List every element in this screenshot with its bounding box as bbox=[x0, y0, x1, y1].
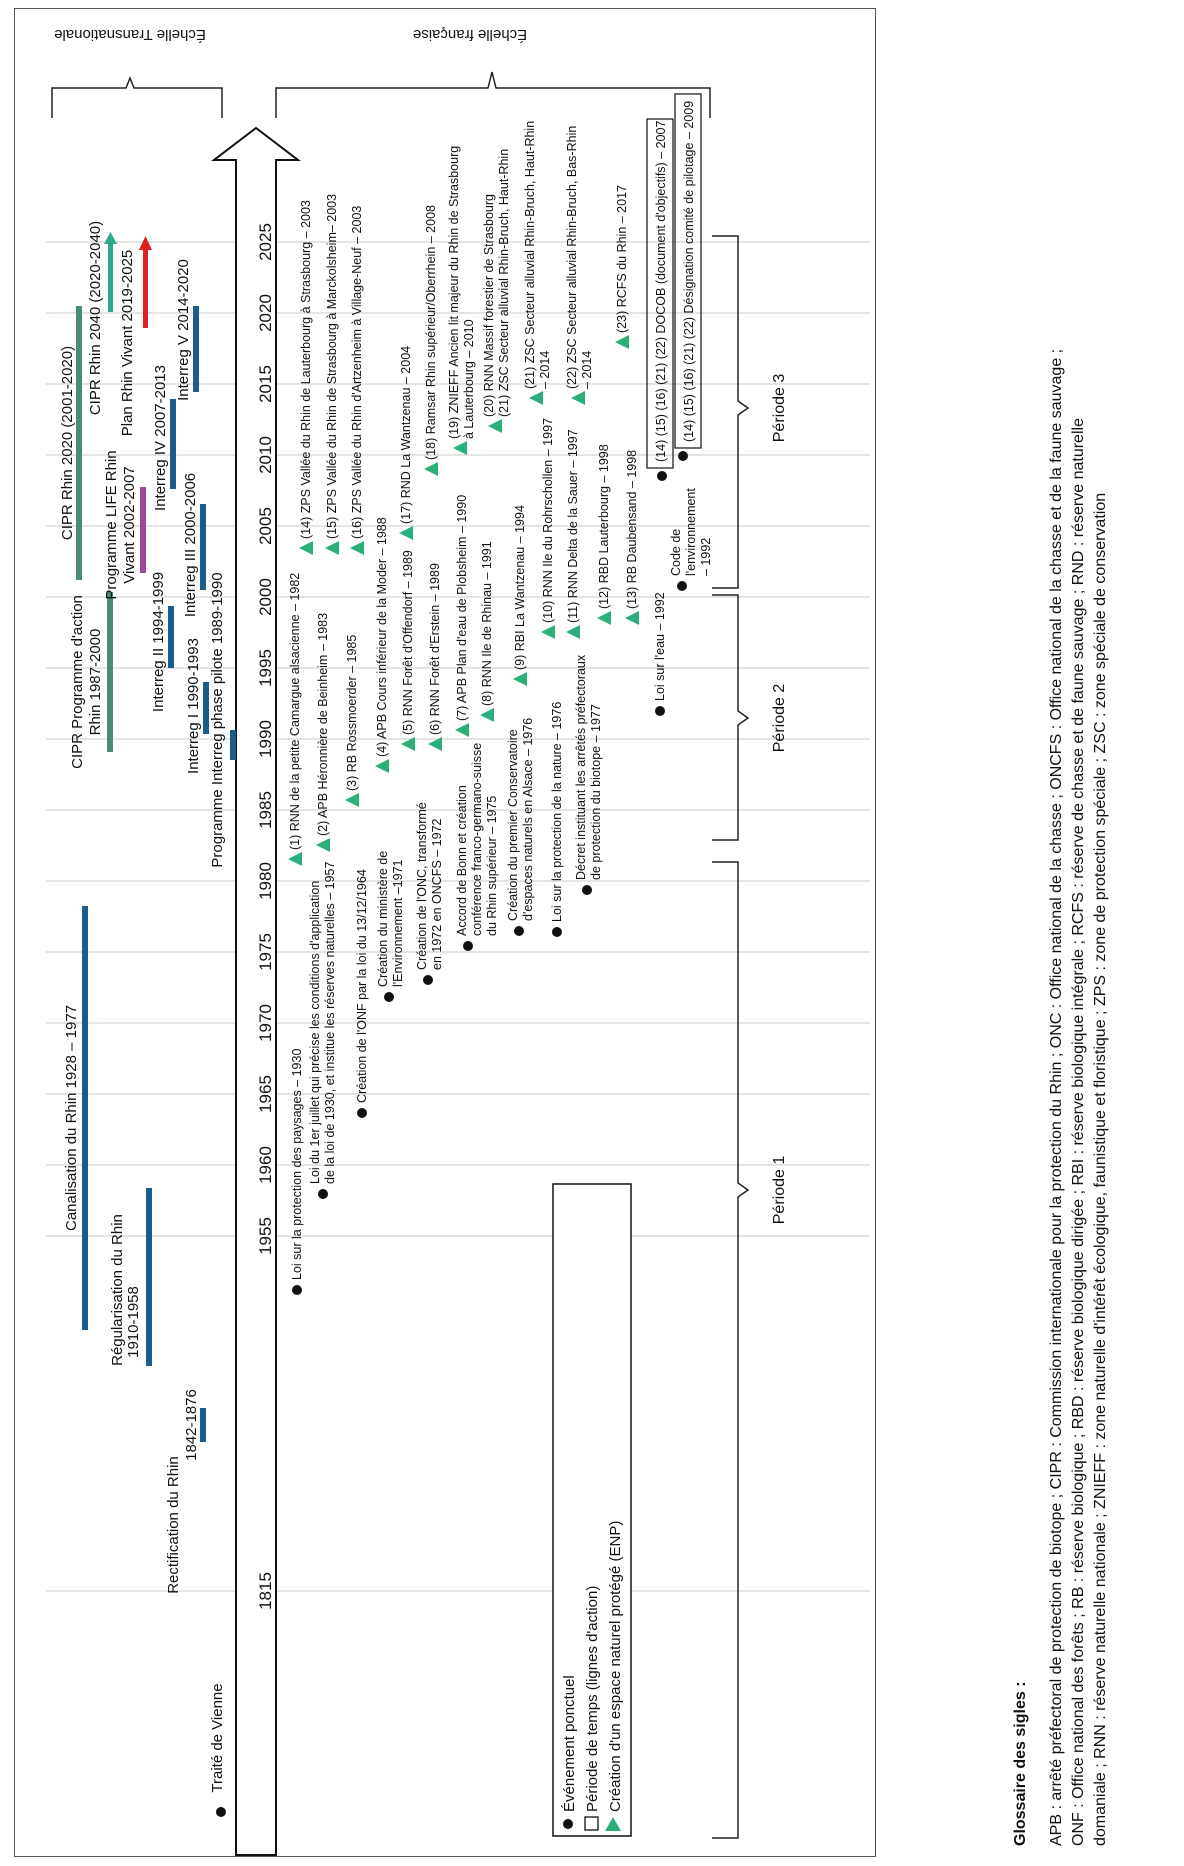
enp-event: (4) APB Cours inférieur de la Moder – 1988 bbox=[375, 517, 389, 757]
dot-event: Loi sur la protection de la nature – 1976 bbox=[550, 701, 564, 922]
bar-label: Programme LIFE Rhin bbox=[103, 450, 120, 600]
year-label: 1975 bbox=[256, 933, 275, 971]
enp-event: à Lauterbourg – 2010 bbox=[462, 319, 476, 439]
legend-box-icon bbox=[585, 1817, 598, 1830]
bar-label: Plan Rhin Vivant 2019-2025 bbox=[119, 249, 136, 437]
dot-event: Création du premier Conservatoire bbox=[506, 729, 520, 921]
dot-event: Loi sur l'eau – 1992 bbox=[653, 592, 667, 701]
enp-event: (22) ZSC Secteur alluvial Rhin-Bruch, Bas-Rhin bbox=[565, 125, 579, 389]
glossary-line: APB : arrêté préfectoral de protection de biotope ; CIPR : Commission internationale pour la protection du Rhin ; ONC : Office national de la chasse ; ONCFS : Office national de la chasse et de la faune sauvage ; bbox=[1048, 348, 1065, 1846]
enp-event: (17) RND La Wantzenau – 2004 bbox=[399, 345, 413, 524]
bar-label: Interreg IV 2007-2013 bbox=[152, 365, 169, 511]
bar-interreg-pilote bbox=[230, 730, 236, 760]
dot-event: Loi sur la protection des paysages – 1930 bbox=[290, 1048, 304, 1280]
bar-rectification bbox=[200, 1408, 206, 1442]
arrow-head-plan-rhin-vivant bbox=[139, 236, 152, 250]
bar-label: Interreg I 1990-1993 bbox=[185, 638, 202, 774]
year-label: 2010 bbox=[256, 436, 275, 474]
dot-event: de protection du biotope – 1977 bbox=[589, 704, 603, 880]
period-braces bbox=[712, 236, 788, 1838]
dot-traite-vienne bbox=[216, 1807, 226, 1817]
enp-event: (19) ZNIEFF Ancien lit majeur du Rhin de Strasbourg bbox=[447, 145, 461, 439]
dot-event: du Rhin supérieur – 1975 bbox=[485, 795, 499, 936]
year-label: 1955 bbox=[256, 1217, 275, 1255]
enp-event: (9) RBI La Wantzenau – 1994 bbox=[513, 505, 527, 670]
enp-event: – 2014 bbox=[538, 350, 552, 389]
scale-headers bbox=[52, 26, 710, 118]
dot-event: de la loi de 1930, et institue les réserves naturelles – 1957 bbox=[323, 861, 337, 1184]
legend-item: Création d'un espace naturel protégé (ENP) bbox=[607, 1520, 624, 1812]
bar-label: 1842-1876 bbox=[183, 1389, 200, 1461]
year-label: 2015 bbox=[256, 365, 275, 403]
enp-event: – 2014 bbox=[580, 350, 594, 389]
bar-cipr-2020 bbox=[76, 306, 82, 580]
enp-event: (5) RNN Forêt d'Offendorf – 1989 bbox=[401, 550, 415, 735]
enp-event: (16) ZPS Vallée du Rhin d'Artzenheim à Village-Neuf – 2003 bbox=[350, 205, 364, 539]
bar-label: Interreg III 2000-2006 bbox=[182, 472, 199, 618]
enp-event: (20) RNN Massif forestier de Strasbourg bbox=[482, 194, 496, 417]
enp-event: (1) RNN de la petite Camargue alsacienne – 1982 bbox=[288, 572, 302, 850]
enp-event: (3) RB Rossmoerder – 1985 bbox=[345, 634, 359, 791]
glossary-line: domaniale ; RNN : réserve naturelle nationale ; ZNIEFF : zone naturelle d'intérêt écologique, faunistique et floristique ; ZPS : zone de protection spéciale ; ZSC : zone spéciale de conservation bbox=[1092, 492, 1109, 1846]
glossary-line: ONF : Office national des forêts ; RB : réserve biologique ; RBD : réserve biologique dirigée ; RBI : réserve biologique intégrale ; RCFS : réserve de chasse et de faune sauvage ; RND : réserve naturelle bbox=[1070, 418, 1087, 1846]
dot-event: (14) (15) (16) (21) (22) DOCOB (document d'objectifs) – 2007 bbox=[654, 120, 668, 462]
bar-interreg-5 bbox=[193, 306, 199, 392]
dot-event: – 1992 bbox=[699, 537, 713, 576]
enp-event: (12) RBD Lauterbourg – 1998 bbox=[597, 444, 611, 609]
enp-event: (18) Ramsar Rhin supérieur/Oberrhein – 2008 bbox=[424, 205, 438, 460]
bar-label: Rectification du Rhin bbox=[165, 1456, 182, 1594]
dot-event: l'environnement bbox=[684, 488, 698, 576]
bar-cipr-2040 bbox=[108, 240, 113, 312]
dot-event: (14) (15) (16) (21) (22) Désignation comité de pilotage – 2009 bbox=[682, 100, 696, 442]
bar-cipr-programme bbox=[107, 592, 113, 752]
year-label: 1970 bbox=[256, 1004, 275, 1042]
enp-event: (21) ZSC Secteur alluvial Rhin-Bruch, Haut-Rhin bbox=[497, 148, 511, 417]
bar-interreg-2 bbox=[168, 606, 174, 668]
dot-event: conférence franco-germano-suisse bbox=[470, 742, 484, 936]
legend-item: Période de temps (lignes d'action) bbox=[584, 1585, 601, 1812]
year-label: 1815 bbox=[256, 1572, 275, 1610]
bar-life-rhin bbox=[140, 487, 146, 573]
enp-event: (11) RNN Delta de la Sauer – 1997 bbox=[566, 429, 580, 623]
bar-label: CIPR Programme d'action bbox=[69, 595, 86, 769]
year-label: 2005 bbox=[256, 507, 275, 545]
scale-transnational: Échelle Transnationale bbox=[54, 26, 206, 43]
bar-label: Rhin 1987-2000 bbox=[87, 628, 104, 736]
bar-label: Régularisation du Rhin bbox=[109, 1214, 126, 1366]
dot-event: Création de l'ONC, transformé bbox=[415, 802, 429, 970]
bar-plan-rhin-vivant bbox=[143, 248, 148, 328]
enp-event: (10) RNN Ile du Rohrschollen – 1997 bbox=[541, 418, 555, 623]
dot-event: en 1972 en ONCFS – 1972 bbox=[430, 818, 444, 970]
arrow-head-cipr-2040 bbox=[104, 232, 117, 244]
year-label: 1960 bbox=[256, 1146, 275, 1184]
enp-event: (6) RNN Forêt d'Erstein – 1989 bbox=[428, 563, 442, 735]
bar-regularisation bbox=[146, 1188, 152, 1366]
glossary bbox=[1010, 0, 1112, 1846]
year-label: 2000 bbox=[256, 578, 275, 616]
year-label: 2025 bbox=[256, 223, 275, 261]
enp-event: (13) RB Daubensand – 1998 bbox=[625, 449, 639, 609]
legend bbox=[553, 1184, 631, 1836]
bar-interreg-3 bbox=[200, 504, 206, 590]
dot-event: l'Environnement –1971 bbox=[391, 859, 405, 987]
year-label: 1990 bbox=[256, 720, 275, 758]
dot-event: Décret instituant les arrêtés préfectoraux bbox=[574, 654, 588, 880]
period-3: Période 3 bbox=[771, 373, 788, 443]
bar-canalisation bbox=[82, 906, 88, 1330]
year-label: 1995 bbox=[256, 649, 275, 687]
dot-event: Code de bbox=[669, 528, 683, 576]
period-1: Période 1 bbox=[771, 1155, 788, 1225]
bar-interreg-4 bbox=[170, 399, 176, 489]
enp-event: (8) RNN Ile de Rhinau – 1991 bbox=[480, 541, 494, 706]
bar-label: CIPR Rhin 2020 (2001-2020) bbox=[59, 345, 76, 541]
year-label: 2020 bbox=[256, 294, 275, 332]
bar-label: Interreg V 2014-2020 bbox=[175, 259, 192, 401]
brace-transnational bbox=[52, 78, 222, 118]
bar-label: CIPR Rhin 2040 (2020-2040) bbox=[87, 220, 104, 416]
enp-event: (21) ZSC Secteur alluvial Rhin-Bruch, Haut-Rhin bbox=[523, 120, 537, 389]
event-traite-vienne: Traité de Vienne bbox=[209, 1683, 226, 1793]
brace-french bbox=[276, 72, 710, 118]
legend-item: Événement ponctuel bbox=[561, 1675, 578, 1812]
bar-interreg-1 bbox=[203, 682, 209, 734]
transnational-bars bbox=[59, 221, 236, 1817]
year-label: 1965 bbox=[256, 1075, 275, 1113]
legend-dot-icon bbox=[563, 1819, 573, 1829]
dot-event: Création de l'ONF par la loi du 13/12/1964 bbox=[355, 869, 369, 1103]
bar-label: Interreg II 1994-1999 bbox=[150, 571, 167, 713]
enp-event: (23) RCFS du Rhin – 2017 bbox=[615, 185, 629, 333]
glossary-title: Glossaire des sigles : bbox=[1012, 1681, 1029, 1846]
dot-event: Accord de Bonn et création bbox=[455, 785, 469, 936]
bar-label: Programme Interreg phase pilote 1989-1990 bbox=[209, 572, 226, 868]
bar-label: Vivant 2002-2007 bbox=[121, 466, 138, 584]
scale-french: Échelle française bbox=[412, 26, 528, 43]
bar-label: Canalisation du Rhin 1928 – 1977 bbox=[63, 1004, 80, 1232]
dot-event: d'espaces naturels en Alsace – 1976 bbox=[521, 717, 535, 921]
enp-event: (7) APB Plan d'eau de Plobsheim – 1990 bbox=[455, 494, 469, 721]
period-2: Période 2 bbox=[771, 683, 788, 753]
dot-event: Loi du 1er juillet qui précise les conditions d'application bbox=[308, 880, 322, 1184]
enp-event: (14) ZPS Vallée du Rhin de Lauterbourg à Strasbourg – 2003 bbox=[299, 200, 313, 539]
dot-event: Création du ministère de bbox=[376, 850, 390, 987]
enp-event: (15) ZPS Vallée du Rhin de Strasbourg à Marckolsheim– 2003 bbox=[325, 193, 339, 539]
year-label: 1980 bbox=[256, 862, 275, 900]
enp-event: (2) APB Héronnière de Beinheim – 1983 bbox=[316, 612, 330, 836]
bar-label: 1910-1958 bbox=[125, 1286, 142, 1358]
year-label: 1985 bbox=[256, 791, 275, 829]
